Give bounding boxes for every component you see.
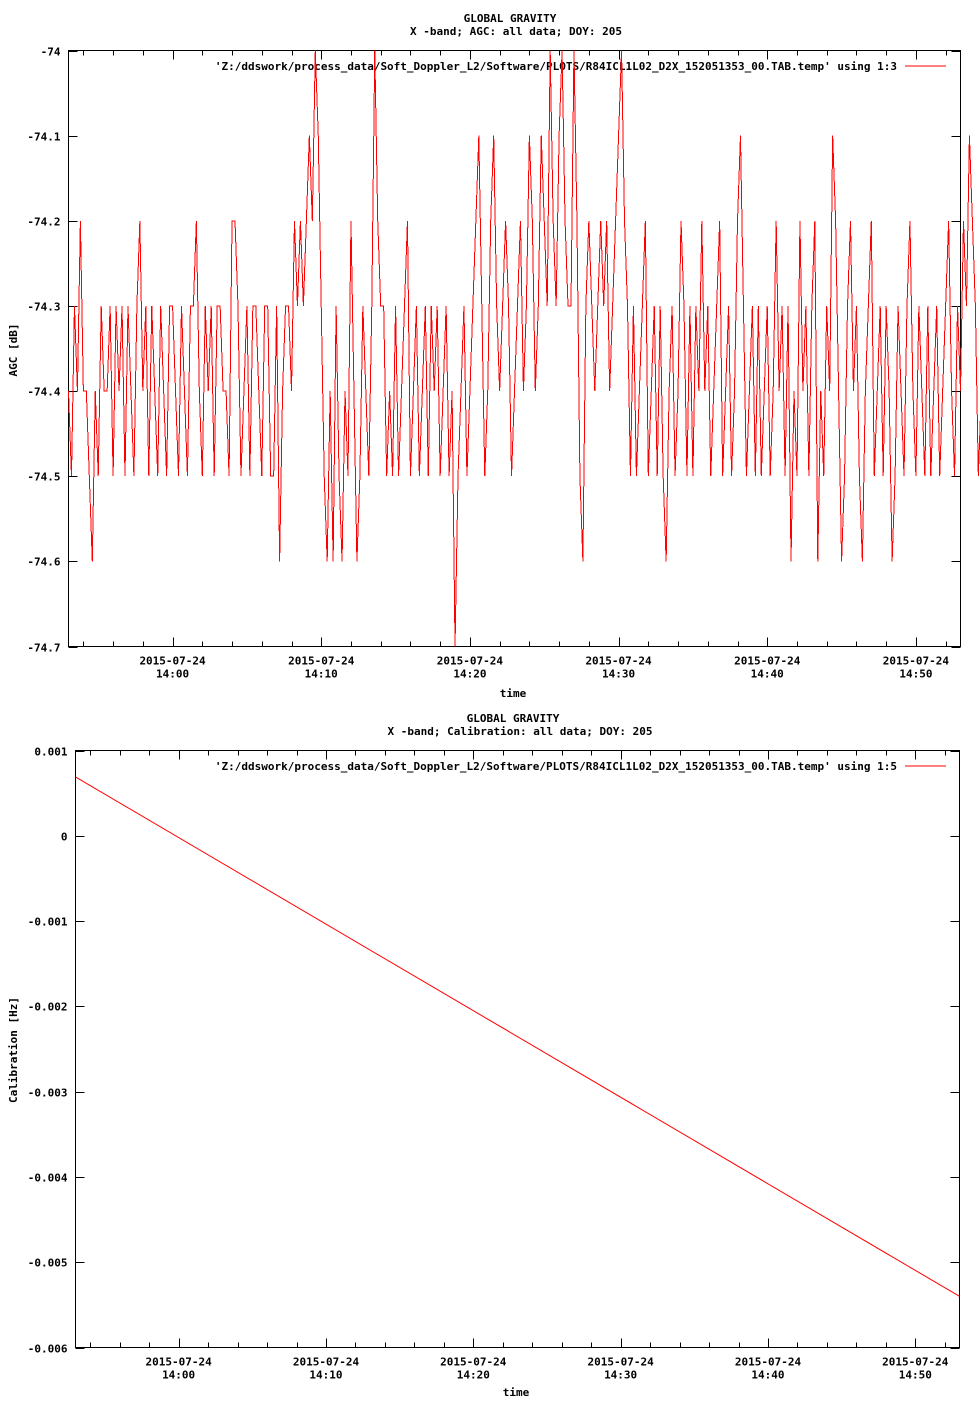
calibration-y-axis-label: Calibration [Hz]	[7, 997, 20, 1103]
calibration-x-axis-label: time	[503, 1386, 530, 1399]
calibration-x-tick-date: 2015-07-24	[735, 1356, 802, 1369]
agc-y-axis-label: AGC [dB]	[7, 324, 20, 377]
agc-x-tick-time: 14:40	[751, 668, 784, 681]
agc-x-tick-time: 14:00	[156, 668, 189, 681]
agc-x-axis-label: time	[500, 687, 527, 700]
calibration-x-tick-time: 14:10	[309, 1369, 342, 1382]
agc-x-tick-time: 14:30	[602, 668, 635, 681]
agc-y-tick-label: -74.3	[27, 301, 60, 314]
calibration-y-tick-label: -0.002	[28, 1001, 68, 1014]
calibration-y-tick-label: 0	[61, 831, 68, 844]
agc-legend-label: 'Z:/ddswork/process_data/Soft_Doppler_L2/Software/PLOTS/R84ICL1L02_D2X_152051353_00.TAB.temp' using 1:3	[215, 60, 897, 73]
calibration-x-tick-date: 2015-07-24	[588, 1356, 655, 1369]
agc-x-tick-date: 2015-07-24	[139, 655, 206, 668]
agc-y-tick-label: -74	[41, 46, 61, 59]
calibration-legend-label: 'Z:/ddswork/process_data/Soft_Doppler_L2/Software/PLOTS/R84ICL1L02_D2X_152051353_00.TAB.temp' using 1:5	[215, 760, 897, 773]
calibration-x-tick-date: 2015-07-24	[293, 1356, 360, 1369]
agc-x-tick-time: 14:50	[899, 668, 932, 681]
agc-x-tick-date: 2015-07-24	[734, 655, 801, 668]
agc-x-tick-date: 2015-07-24	[585, 655, 652, 668]
calibration-x-tick-time: 14:00	[162, 1369, 195, 1382]
calibration-chart-subtitle: X -band; Calibration: all data; DOY: 205	[388, 725, 653, 738]
calibration-y-tick-label: -0.006	[28, 1343, 68, 1356]
agc-x-tick-date: 2015-07-24	[883, 655, 950, 668]
agc-y-tick-label: -74.4	[27, 386, 60, 399]
agc-x-tick-date: 2015-07-24	[437, 655, 504, 668]
calibration-x-tick-time: 14:40	[751, 1369, 784, 1382]
agc-y-tick-label: -74.2	[27, 216, 60, 229]
calibration-x-tick-time: 14:50	[899, 1369, 932, 1382]
agc-y-tick-label: -74.1	[27, 131, 60, 144]
calibration-x-tick-date: 2015-07-24	[146, 1356, 213, 1369]
agc-chart-title: GLOBAL GRAVITY	[464, 12, 557, 25]
calibration-y-tick-label: 0.001	[34, 746, 67, 759]
agc-x-tick-time: 14:20	[453, 668, 486, 681]
calibration-x-tick-date: 2015-07-24	[440, 1356, 507, 1369]
calibration-x-tick-time: 14:20	[457, 1369, 490, 1382]
calibration-y-tick-label: -0.004	[28, 1172, 68, 1185]
agc-x-tick-time: 14:10	[305, 668, 338, 681]
calibration-y-tick-label: -0.003	[28, 1087, 68, 1100]
agc-y-tick-label: -74.7	[27, 642, 60, 655]
calibration-y-tick-label: -0.005	[28, 1257, 68, 1270]
calibration-x-tick-date: 2015-07-24	[882, 1356, 949, 1369]
agc-x-tick-date: 2015-07-24	[288, 655, 355, 668]
agc-y-tick-label: -74.6	[27, 556, 60, 569]
agc-y-tick-label: -74.5	[27, 471, 60, 484]
calibration-chart-title: GLOBAL GRAVITY	[467, 712, 560, 725]
calibration-x-tick-time: 14:30	[604, 1369, 637, 1382]
agc-chart-subtitle: X -band; AGC: all data; DOY: 205	[410, 25, 622, 38]
calibration-y-tick-label: -0.001	[28, 916, 68, 929]
